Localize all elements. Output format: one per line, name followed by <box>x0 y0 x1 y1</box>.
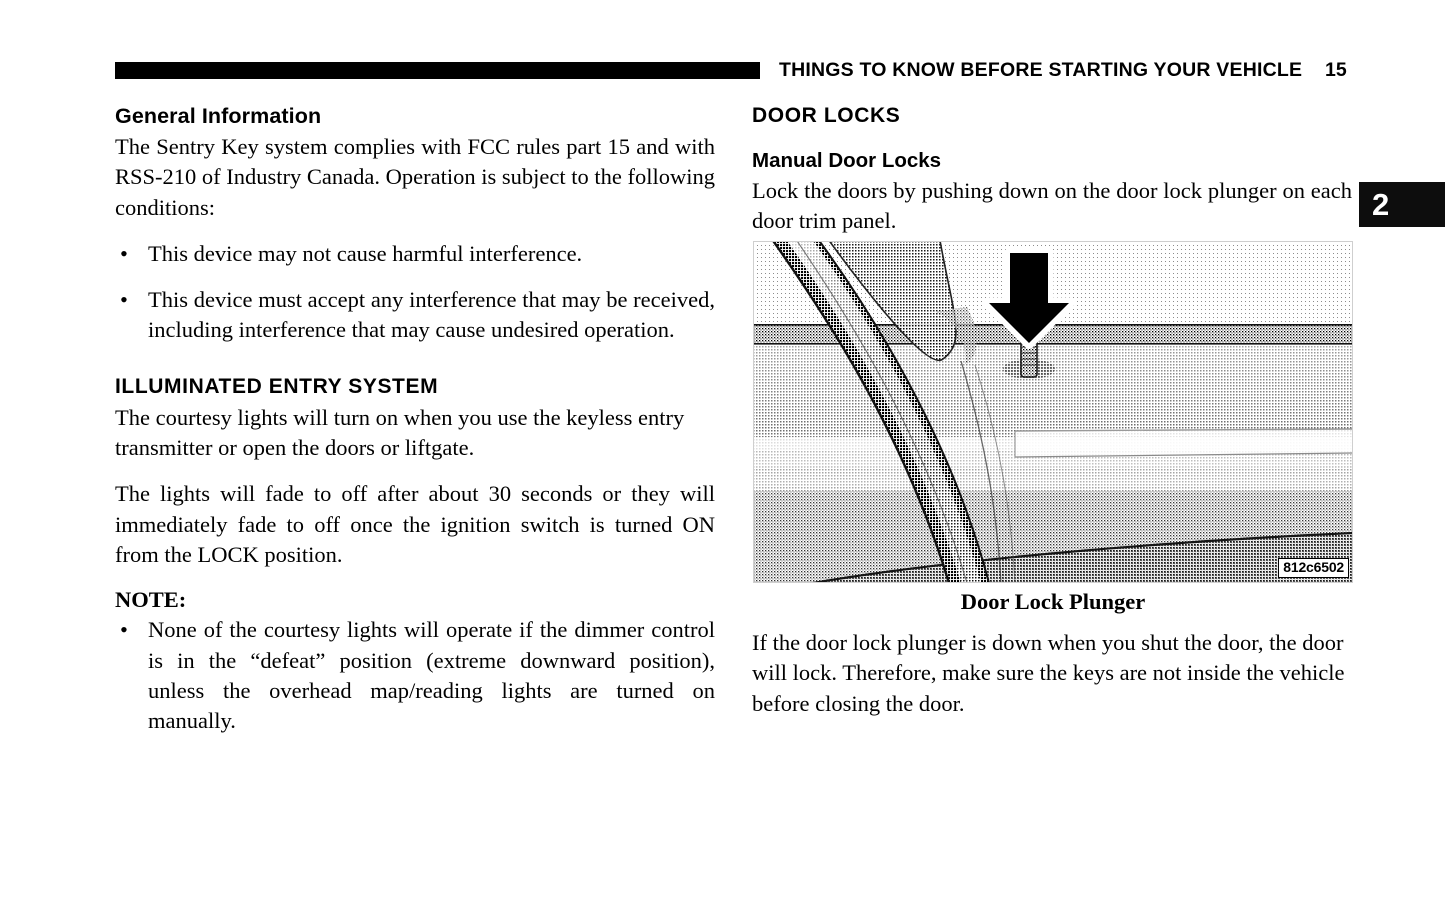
header-rule <box>115 62 760 79</box>
chapter-tab <box>1359 182 1445 227</box>
page-title: THINGS TO KNOW BEFORE STARTING YOUR VEHICLE <box>779 59 1303 81</box>
figure-door-lock-plunger <box>753 241 1353 619</box>
paragraph-lock-the-doors: Lock the doors by pushing down on the door lock plunger on each door trim panel. <box>752 178 1352 234</box>
chapter-tab-number: 2 <box>1372 187 1390 222</box>
figure-caption: Door Lock Plunger <box>960 589 1146 614</box>
bullet-icon: • <box>120 240 128 266</box>
heading-manual-door-locks: Manual Door Locks <box>752 149 942 172</box>
note-heading: NOTE: <box>115 587 187 613</box>
paragraph-courtesy-lights: The courtesy lights will turn on when you use the keyless entry transmitter or open the doors or liftgate. <box>115 404 685 461</box>
list-item-label: None of the courtesy lights will operate if the dimmer control is in the “defeat” position (extreme downward position), unless the overhead map/reading lights are turned on manually. <box>148 617 715 734</box>
section-spacer <box>115 346 715 374</box>
paragraph-sentry-key: The Sentry Key system complies with FCC rules part 15 and with RSS-210 of Industry Canada. Operation is subject to the following conditions: <box>115 134 715 220</box>
right-column-continued <box>752 628 1353 719</box>
page-header <box>0 58 1445 84</box>
note-list <box>115 615 715 736</box>
heading-spacer <box>752 132 1352 148</box>
figure-id-label: 812c6502 <box>1278 558 1349 578</box>
heading-door-locks: DOOR LOCKS <box>752 104 901 127</box>
list-item <box>115 239 715 269</box>
figure-image <box>753 241 1353 583</box>
paragraph-plunger-down-warning: If the door lock plunger is down when you shut the door, the door will lock. Therefore, make sure the keys are not inside the vehicle before closing the door. <box>752 630 1345 716</box>
left-column <box>115 103 715 736</box>
list-item <box>115 285 715 346</box>
paragraph-lights-fade: The lights will fade to off after about 30 seconds or they will immediately fade to off once the ignition switch is turned ON from the LOCK position. <box>115 481 715 567</box>
right-column <box>752 103 1352 237</box>
fcc-conditions-list <box>115 239 715 346</box>
heading-general-information: General Information <box>115 104 322 128</box>
list-item <box>115 615 715 736</box>
bullet-icon: • <box>120 287 128 313</box>
heading-illuminated-entry-system: ILLUMINATED ENTRY SYSTEM <box>115 374 439 398</box>
door-lock-plunger-illustration <box>753 241 1353 583</box>
list-item-label: This device must accept any interference that may be received, including interference that may cause undesired operation. <box>148 287 715 343</box>
list-item-label: This device may not cause harmful interference. <box>148 240 583 266</box>
bullet-icon: • <box>120 617 128 643</box>
page-number: 15 <box>1325 59 1347 81</box>
